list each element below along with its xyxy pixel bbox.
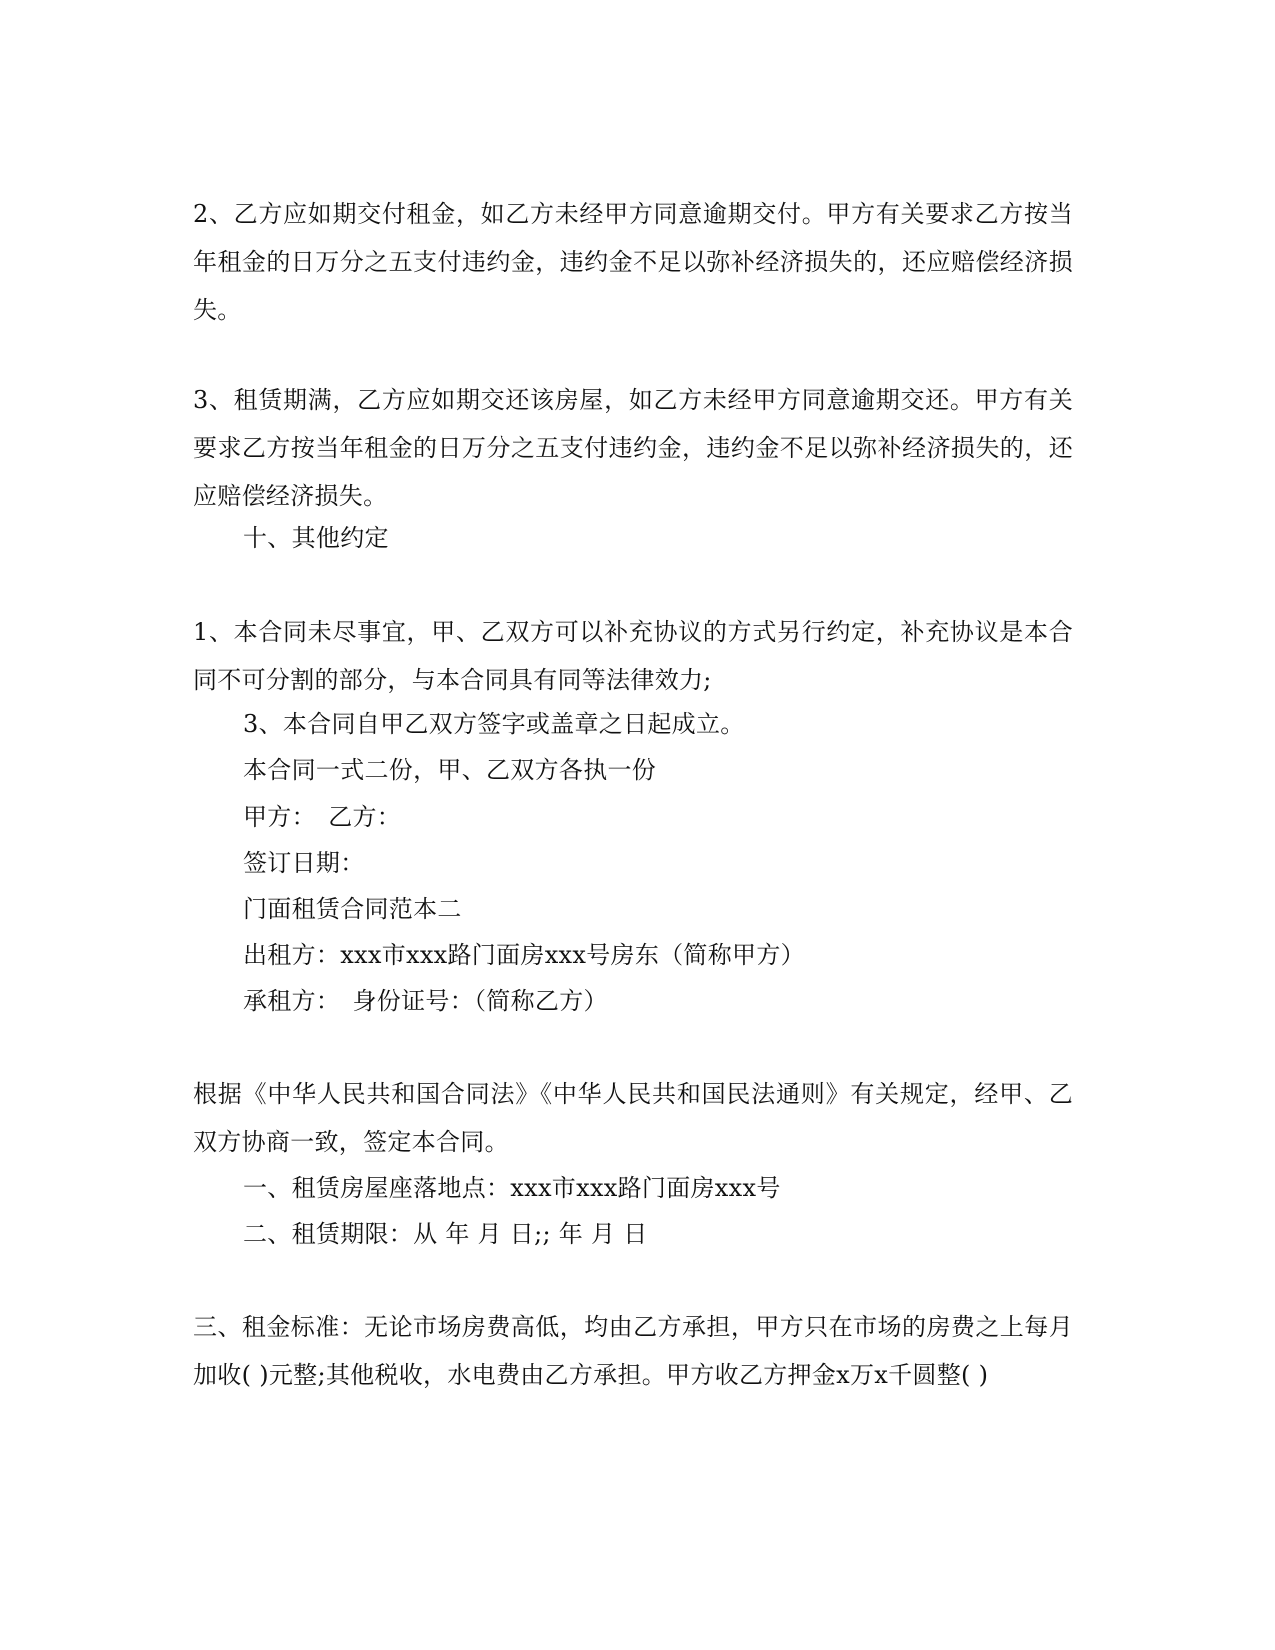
template-title: 门面租赁合同范本二	[243, 895, 462, 923]
clause-location: 一、租赁房屋座落地点：xxx市xxx路门面房xxx号	[243, 1174, 781, 1202]
contract-preamble: 根据《中华人民共和国合同法》《中华人民共和国民法通则》有关规定，经甲、乙双方协商一致，签定本合同。	[193, 1080, 1073, 1156]
clause-effective-date: 3、本合同自甲乙双方签字或盖章之日起成立。	[243, 710, 745, 738]
clause-supplementary-agreement: 1、本合同未尽事宜，甲、乙双方可以补充协议的方式另行约定，补充协议是本合同不可分割的部分，与本合同具有同等法律效力;	[193, 618, 1073, 694]
section-heading-other-agreements: 十、其他约定	[243, 524, 389, 552]
clause-lease-term: 二、租赁期限：从 年 月 日;; 年 月 日	[243, 1220, 648, 1248]
lessor-line: 出租方：xxx市xxx路门面房xxx号房东（简称甲方）	[243, 941, 805, 969]
lessee-line: 承租方： 身份证号：（简称乙方）	[243, 987, 608, 1015]
clause-late-rent-payment: 2、乙方应如期交付租金，如乙方未经甲方同意逾期交付。甲方有关要求乙方按当年租金的日万分之五支付违约金，违约金不足以弥补经济损失的，还应赔偿经济损失。	[193, 200, 1073, 324]
clause-copies: 本合同一式二份，甲、乙双方各执一份	[243, 756, 657, 784]
signature-parties: 甲方： 乙方：	[243, 803, 402, 831]
clause-late-return: 3、租赁期满，乙方应如期交还该房屋，如乙方未经甲方同意逾期交还。甲方有关要求乙方按当年租金的日万分之五支付违约金，违约金不足以弥补经济损失的，还应赔偿经济损失。	[193, 386, 1073, 510]
signing-date: 签订日期：	[243, 849, 365, 877]
clause-rent-standard: 三、租金标准：无论市场房费高低，均由乙方承担，甲方只在市场的房费之上每月加收( )元整;其他税收，水电费由乙方承担。甲方收乙方押金x万x千圆整( )	[193, 1313, 1073, 1389]
